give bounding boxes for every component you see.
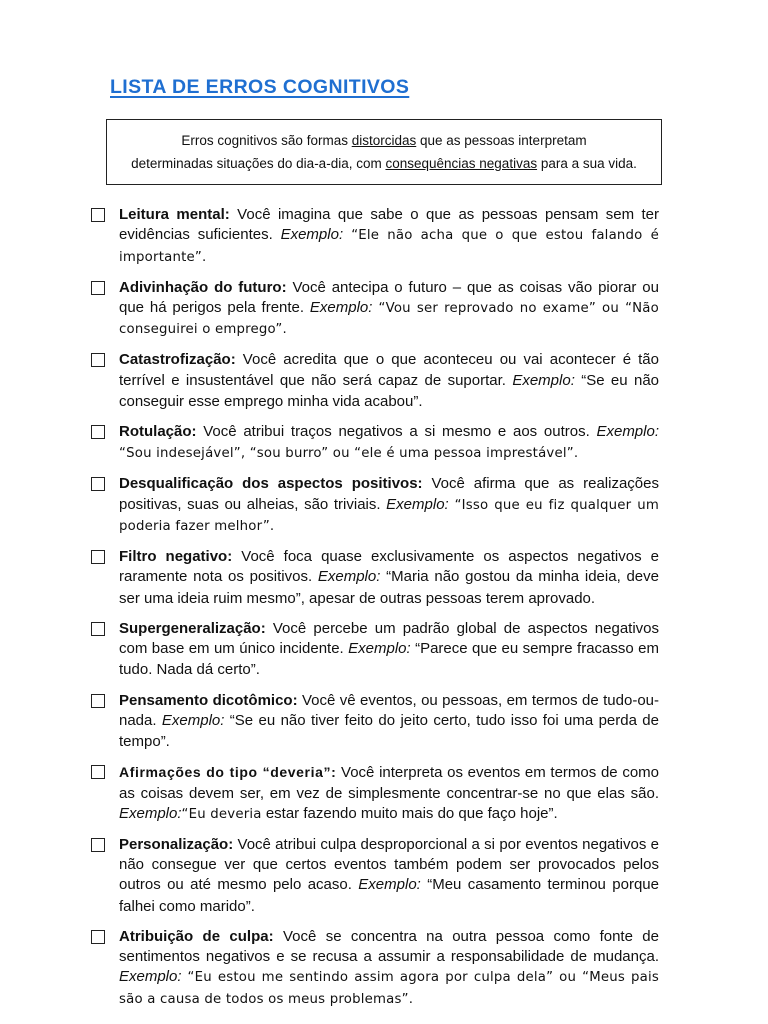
list-item [91, 619, 659, 681]
item-example-tail: “Se eu não conseguir esse emprego minha vida acabou”. [119, 371, 660, 410]
list-item [91, 927, 659, 1010]
list-item [91, 205, 659, 268]
item-term: Atribuição de culpa: [119, 927, 274, 945]
item-term: Rotulação: [119, 423, 197, 441]
item-example-tail: “Se eu não tiver feito do jeito certo, tudo isso foi uma perda de tempo”. [119, 711, 659, 751]
intro-underlined-term-1: distorcidas [351, 133, 417, 148]
checkbox[interactable] [91, 208, 105, 222]
list-item [91, 422, 659, 465]
checkbox[interactable] [91, 425, 105, 439]
item-example-label: Exemplo: [358, 876, 421, 894]
item-description: Você interpreta os eventos em termos de como as coisas devem ser, em vez de simplesmente concentrar-se no que elas são. [119, 764, 659, 802]
checkbox[interactable] [91, 622, 105, 636]
item-example-tail: “Maria não gostou da minha ideia, deve ser uma ideia ruim mesmo”, apesar de outras pessoas terem aprovado. [119, 568, 659, 607]
intro-line-2 [107, 152, 661, 175]
item-example-quote: “Ele não acha que o que estou falando é importante”. [119, 228, 659, 265]
list-item [91, 762, 659, 825]
item-example-label: Exemplo: [348, 640, 411, 658]
list-item [91, 691, 659, 753]
item-description: Você atribui culpa desproporcional a si por eventos negativos e não consegue ver que certos eventos também podem ser provocados pelos outros ou até mesmo pelo acaso. [119, 835, 659, 894]
item-example-quote: “Isso que eu fiz qualquer um poderia fazer melhor”. [119, 497, 659, 535]
item-example-label: Exemplo: [596, 423, 659, 441]
item-description: Você atribui traços negativos a si mesmo e aos outros. [196, 423, 597, 441]
cognitive-errors-list [91, 205, 659, 1020]
item-description: Você afirma que as realizações positivas, suas ou alheias, são triviais. [119, 475, 659, 513]
intro-line-2-pre: determinadas situações do dia-a-dia, com [131, 156, 386, 171]
item-example-quote: “Eu estou me sentindo assim agora por culpa dela” ou “Meus pais são a causa de todos os meus problemas”. [119, 970, 659, 1007]
item-description: Você antecipa o futuro – que as coisas vão piorar ou que há perigos pela frente. [119, 278, 659, 316]
checkbox[interactable] [91, 550, 105, 564]
item-example-label: Exemplo: [119, 804, 182, 822]
item-example-label: Exemplo: [280, 226, 344, 244]
item-example-tail: ou “ele é uma pessoa imprestável”. [328, 446, 579, 462]
item-term: Catastrofização: [119, 351, 236, 369]
intro-box [106, 119, 662, 185]
intro-line-2-post: para a sua vida. [537, 156, 637, 171]
item-example-label: Exemplo: [512, 371, 575, 389]
checkbox[interactable] [91, 930, 105, 944]
list-item [91, 350, 659, 412]
checkbox[interactable] [91, 281, 105, 295]
item-example-label: Exemplo: [119, 968, 182, 986]
list-item [91, 835, 659, 917]
item-example-quote: “Sou indesejável”, “sou burro” [119, 446, 329, 462]
item-example-tail: estar fazendo muito mais do que faço hoje”. [261, 804, 558, 822]
intro-underlined-term-2: consequências negativas [385, 156, 538, 171]
checkbox[interactable] [91, 477, 105, 491]
item-example-quote: “Eu deveria [181, 806, 262, 822]
list-item [91, 278, 659, 341]
page-title: LISTA DE ERROS COGNITIVOS [110, 76, 410, 98]
list-item [91, 474, 659, 537]
list-item [91, 547, 659, 609]
item-term: Pensamento dicotômico: [119, 691, 298, 709]
item-description: Você imagina que sabe o que as pessoas pensam sem ter evidências suficientes. [119, 206, 659, 244]
item-term: Filtro negativo: [119, 548, 233, 566]
checkbox[interactable] [91, 694, 105, 708]
item-term: Supergeneralização: [119, 619, 266, 637]
item-example-label: Exemplo: [161, 711, 225, 729]
item-description: Você foca quase exclusivamente os aspectos negativos e raramente nota os positivos. [119, 548, 659, 586]
item-description: Você percebe um padrão global de aspectos negativos com base em um único incidente. [119, 619, 659, 658]
item-example-label: Exemplo: [386, 495, 449, 513]
checkbox[interactable] [91, 838, 105, 852]
intro-line-1 [107, 129, 661, 152]
item-description: Você vê eventos, ou pessoas, em termos de tudo-ou-nada. [119, 691, 660, 729]
item-example-quote: “Vou ser reprovado no exame” ou “Não conseguirei o emprego”. [119, 300, 659, 338]
item-term: Desqualificação dos aspectos positivos: [119, 475, 423, 493]
item-description: Você se concentra na outra pessoa como fonte de sentimentos negativos e se recusa a assumir a responsabilidade de mudança. [119, 927, 659, 966]
checkbox[interactable] [91, 353, 105, 367]
item-term: Personalização: [119, 835, 234, 853]
item-example-label: Exemplo: [309, 298, 373, 316]
checkbox[interactable] [91, 765, 105, 779]
item-description: Você acredita que o que aconteceu ou vai acontecer é tão terrível e insustentável que não será capaz de suportar. [119, 351, 659, 389]
intro-line-1-pre: Erros cognitivos são formas [181, 133, 352, 148]
item-term: Afirmações do tipo “deveria”: [119, 764, 337, 781]
item-term: Adivinhação do futuro: [119, 278, 287, 296]
item-example-label: Exemplo: [317, 568, 381, 586]
item-example-tail: “Parece que eu sempre fracasso em tudo. Nada dá certo”. [119, 640, 659, 679]
item-term: Leitura mental: [119, 206, 230, 223]
intro-line-1-post: que as pessoas interpretam [416, 133, 587, 148]
item-example-tail: “Meu casamento terminou porque falhei como marido”. [119, 876, 659, 915]
